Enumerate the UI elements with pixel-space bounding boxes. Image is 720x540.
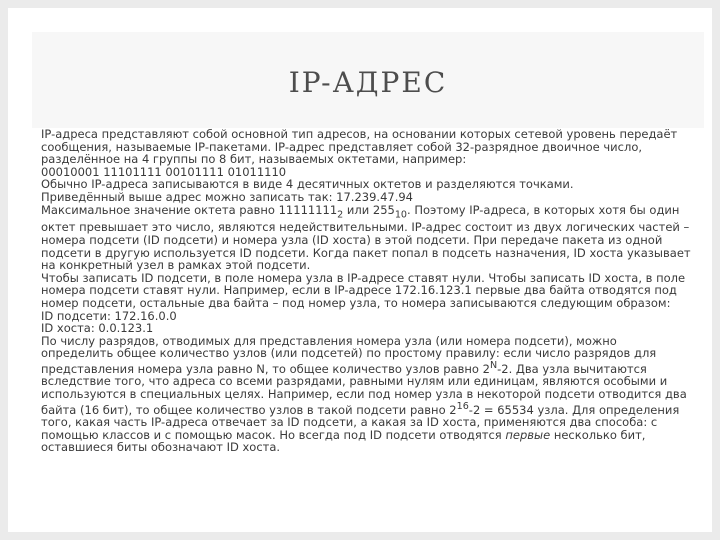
max-octet-after: . Поэтому IP-адреса, в которых хотя бы один октет превышает это число, являются недействительными. IP-адрес состоит из двух логических частей – номера подсети (ID подсети) и номера узла (ID хоста) в этой подсети. При передаче пакета из одной подсети в другую используется ID подсети. Когда пакет попал в подсеть назначения, ID хоста указывает на конкретный узел в рамках этой подсети. bbox=[41, 202, 691, 273]
max-octet-text: Максимальное значение октета равно 11111111 bbox=[41, 202, 338, 217]
superscript-16: 16 bbox=[456, 400, 469, 412]
node-count-text-4: несколько бит, оставшиеся биты обозначают ID хоста. bbox=[41, 427, 646, 455]
max-octet-middle: или 255 bbox=[343, 202, 395, 217]
paragraph-binary-example: 00010001 11101111 00101111 01011110 bbox=[41, 164, 287, 179]
slide bbox=[8, 8, 712, 532]
paragraph-max-octet bbox=[41, 204, 691, 272]
title-box bbox=[32, 32, 704, 128]
node-count-text-3: -2 = 65534 узла. Для определения того, какая часть IP-адреса отвечает за ID подсети, а какая за ID хоста, применяются два способа: с помощью классов и с помощью масок. Но всегда под ID подсети отводятся bbox=[41, 402, 680, 442]
subscript-decimal: 10 bbox=[394, 208, 408, 220]
paragraph-node-count bbox=[41, 335, 691, 454]
slide-title: IP-АДРЕС bbox=[288, 65, 448, 99]
subscript-binary: 2 bbox=[337, 208, 344, 220]
node-count-text: По числу разрядов, отводимых для представления номера узла (или номера подсети), можно определить общее количество узлов (или подсетей) по простому правилу: если число разрядов для представления номера узла равно N, то общее количество узлов равно 2 bbox=[41, 333, 657, 376]
emphasis-first: первые bbox=[505, 427, 551, 442]
node-count-text-2: -2. Два узла вычитаются вследствие того, что адреса со всеми разрядами, равными нулям или единицам, являются особыми и используются в специальных целях. Например, если под номер узла в некоторой подсети отводится два байта (16 бит), то общее количество узлов в такой подсети равно 2 bbox=[41, 361, 687, 417]
paragraph-host-id-value: ID хоста: 0.0.123.1 bbox=[41, 321, 154, 336]
paragraph-ip-definition: IP-адреса представляют собой основной тип адресов, на основании которых сетевой уровень передаёт сообщения, называемые IP-пакетами. IP-адрес представляет собой 32-разрядное двоичное число, разделённое на 4 группы по 8 бит, называемых октетами, например: bbox=[41, 127, 678, 167]
paragraph-subnet-id-value: ID подсети: 172.16.0.0 bbox=[41, 308, 177, 323]
superscript-n: N bbox=[489, 359, 498, 371]
slide-body bbox=[41, 128, 691, 454]
paragraph-decimal-example: Приведённый выше адрес можно записать так: 17.239.47.94 bbox=[41, 189, 413, 204]
paragraph-decimal-notation: Обычно IP-адреса записываются в виде 4 десятичных октетов и разделяются точками. bbox=[41, 177, 574, 192]
paragraph-subnet-id: Чтобы записать ID подсети, в поле номера узла в IP-адресе ставят нули. Чтобы записать ID хоста, в поле номера подсети ставят нули. Например, если в IP-адресе 172.16.123.1 первые два байта отводятся под номер подсети, остальные два байта – под номер узла, то номера записываются следующим образом: bbox=[41, 270, 686, 311]
